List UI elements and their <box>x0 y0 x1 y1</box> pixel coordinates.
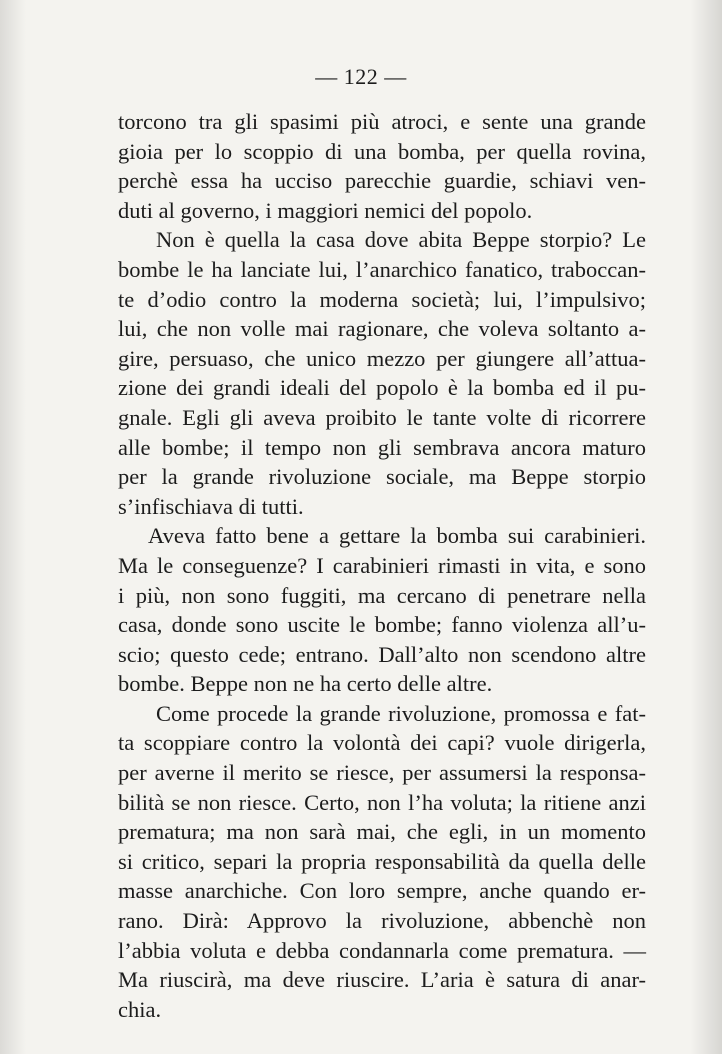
text-line: gioia per lo scoppio di una bomba, per quella rovina, <box>118 138 646 164</box>
text-line: rano. Dirà: Approvo la rivoluzione, abbenchè non <box>118 908 646 934</box>
text-line: te d’odio contro la moderna società; lui, l’impulsivo; <box>118 286 646 312</box>
text-line: Non è quella la casa dove abita Beppe storpio? Le <box>156 227 646 253</box>
text-line: bombe le ha lanciate lui, l’anarchico fanatico, traboccan- <box>118 256 646 282</box>
page-number: — 122 — <box>315 64 407 89</box>
text-line: prematura; ma non sarà mai, che egli, in un momento <box>118 819 646 845</box>
text-line: Ma le conseguenze? I carabinieri rimasti in vita, e sono <box>118 552 646 578</box>
text-line: alle bombe; il tempo non gli sembrava ancora maturo <box>118 434 646 460</box>
body-text <box>118 107 646 1024</box>
text-line: Aveva fatto bene a gettare la bomba sui carabinieri. <box>148 523 646 549</box>
text-line: gnale. Egli gli aveva proibito le tante volte di ricorrere <box>118 404 646 430</box>
page-edge-shadow-left <box>0 0 26 1054</box>
text-line: chia. <box>118 996 162 1022</box>
text-line: s’infischiava di tutti. <box>118 493 304 519</box>
text-line: ta scoppiare contro la volontà dei capi? vuole dirigerla, <box>118 730 646 756</box>
text-line: bilità se non riesce. Certo, non l’ha voluta; la ritiene anzi <box>118 789 646 815</box>
text-line: bombe. Beppe non ne ha certo delle altre. <box>118 671 493 697</box>
text-line: zione dei grandi ideali del popolo è la bomba ed il pu- <box>118 375 646 401</box>
text-line: lui, che non volle mai ragionare, che voleva soltanto a- <box>118 316 646 342</box>
text-line: per la grande rivoluzione sociale, ma Beppe storpio <box>118 464 646 490</box>
text-line: torcono tra gli spasimi più atroci, e sente una grande <box>118 109 646 134</box>
text-line: casa, donde sono uscite le bombe; fanno violenza all’u- <box>118 612 646 638</box>
text-line: si critico, separi la propria responsabilità da quella delle <box>118 848 646 874</box>
text-line: i più, non sono fuggiti, ma cercano di penetrare nella <box>118 582 646 608</box>
text-line: gire, persuaso, che unico mezzo per giungere all’attua- <box>118 345 646 371</box>
text-line: perchè essa ha ucciso parecchie guardie, schiavi ven- <box>118 168 646 194</box>
text-line: per averne il merito se riesce, per assumersi la responsa- <box>118 760 646 786</box>
text-line: l’abbia voluta e debba condannarla come prematura. — <box>118 937 646 963</box>
text-line: masse anarchiche. Con loro sempre, anche quando er- <box>118 878 646 904</box>
text-line: Ma riuscirà, ma deve riuscire. L’aria è satura di anar- <box>118 967 646 993</box>
text-line: scio; questo cede; entrano. Dall’alto non scendono altre <box>118 641 646 667</box>
text-line: duti al governo, i maggiori nemici del popolo. <box>118 197 533 223</box>
page-edge-shadow-right <box>690 0 722 1054</box>
text-line: Come procede la grande rivoluzione, promossa e fat- <box>156 700 646 726</box>
